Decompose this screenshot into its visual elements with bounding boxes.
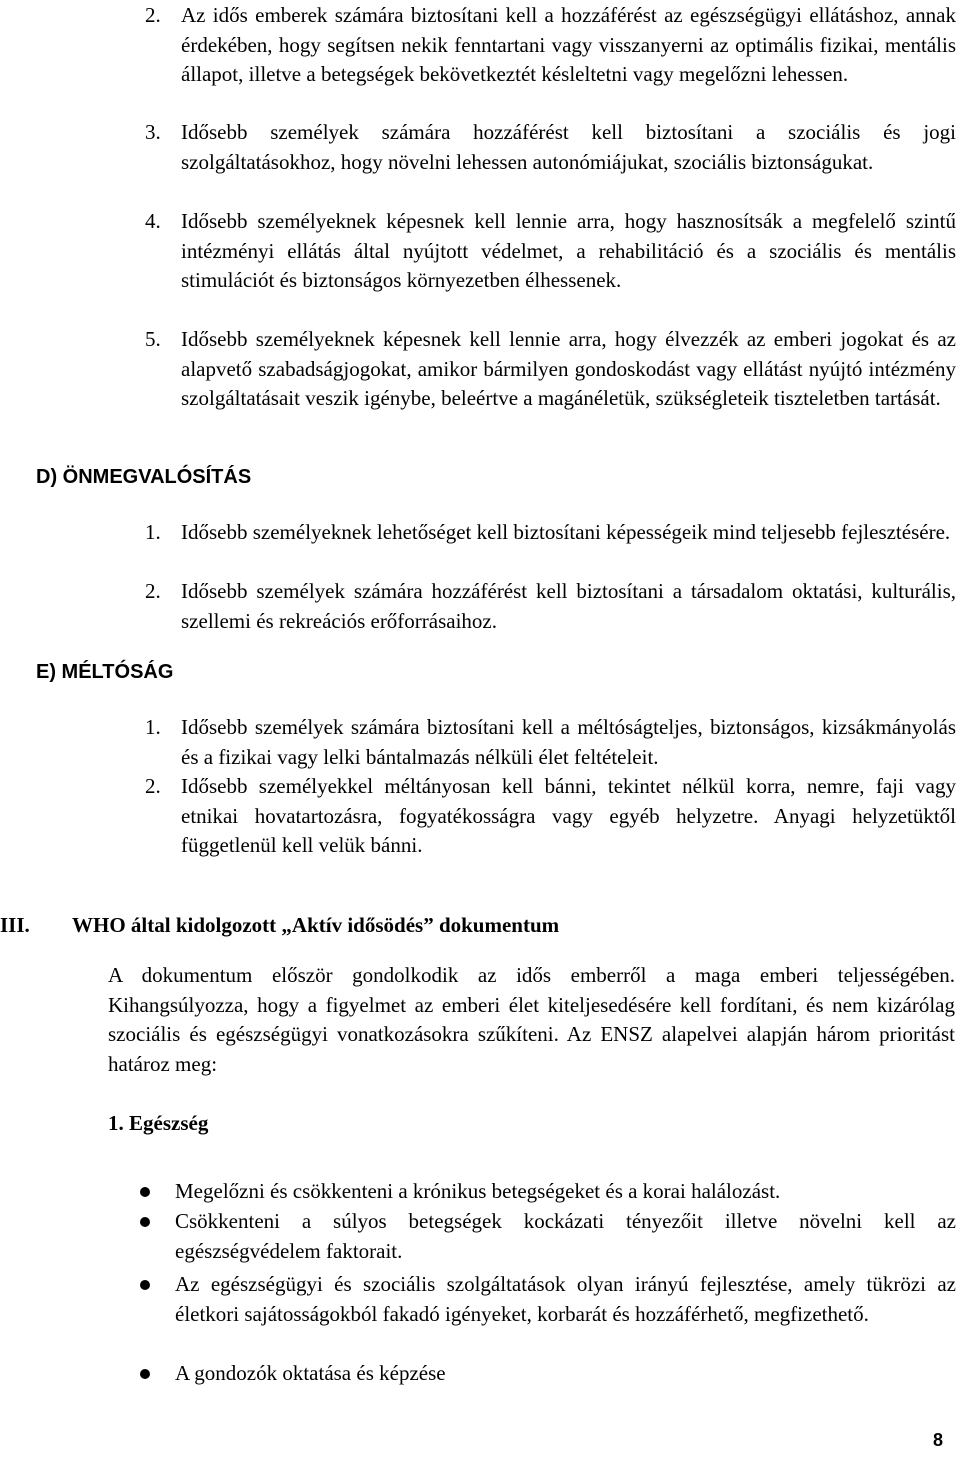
list-item xyxy=(145,207,956,296)
list-item-number: 2. xyxy=(145,3,161,27)
list-item-text: Idősebb személyek számára hozzáférést kell biztosítani a szociális és jogi szolgáltatásokhoz, hogy növelni lehessen autonómiájukat, szociális biztonságukat. xyxy=(181,120,956,174)
bullet-icon xyxy=(140,1369,150,1379)
list-item xyxy=(145,1,956,90)
list-item xyxy=(145,772,956,861)
page-number: 8 xyxy=(933,1430,944,1450)
list-item: Csökkenteni a súlyos betegségek kockázati tényezőit illetve növelni kell az egészségvédelem faktorait. xyxy=(175,1209,956,1263)
list-item-text: Idősebb személyeknek lehetőséget kell biztosítani képességeik mind teljesebb fejlesztésére. xyxy=(181,520,951,544)
chapter-number: III. xyxy=(0,913,30,937)
list-item-number: 4. xyxy=(145,209,161,233)
list-item-number: 2. xyxy=(145,774,161,798)
list-item: Megelőzni és csökkenteni a krónikus betegségeket és a korai halálozást. xyxy=(175,1179,781,1203)
list-item-text: Idősebb személyeknek képesnek kell lennie arra, hogy hasznosítsák a megfelelő szintű intézményi ellátás által nyújtott védelmet, a rehabilitáció és a szociális és mentális stimulációt és biztonságos környezetben élhessenek. xyxy=(181,209,956,292)
paragraph: A dokumentum először gondolkodik az idős emberről a maga emberi teljességében. Kihangsúlyozza, hogy a figyelmet az emberi élet kiteljesedésére kell fordítani, és nem kizárólag szociális és egészségügyi vonatkozásokra szűkíteni. Az ENSZ alapelvei alapján három prioritást határoz meg: xyxy=(108,963,955,1076)
list-item-number: 1. xyxy=(145,520,161,544)
chapter-title: WHO által kidolgozott „Aktív idősödés” dokumentum xyxy=(72,913,560,937)
list-item xyxy=(145,577,956,636)
section-heading-e: E) MÉLTÓSÁG xyxy=(36,661,174,683)
list-item-text: Idősebb személyekkel méltányosan kell bánni, tekintet nélkül korra, nemre, faji vagy etnikai hovatartozásra, fogyatékosságra vagy egyéb helyzetre. Anyagi helyzetüktől függetlenül kell velük bánni. xyxy=(181,774,956,857)
list-item xyxy=(145,518,956,548)
bullet-icon xyxy=(140,1280,150,1290)
subheading: 1. Egészség xyxy=(108,1111,209,1135)
list-item-text: Idősebb személyek számára biztosítani kell a méltóságteljes, biztonságos, kizsákmányolás és a fizikai vagy lelki bántalmazás nélküli élet feltételeit. xyxy=(181,715,956,769)
list-item xyxy=(145,713,956,772)
section-heading-d: D) ÖNMEGVALÓSÍTÁS xyxy=(36,466,252,488)
list-item xyxy=(145,325,956,414)
list-item: A gondozók oktatása és képzése xyxy=(175,1361,446,1385)
list-item-text: Idősebb személyek számára hozzáférést kell biztosítani a társadalom oktatási, kulturális, szellemi és rekreációs erőforrásaihoz. xyxy=(181,579,956,633)
list-item-text: Idősebb személyeknek képesnek kell lennie arra, hogy élvezzék az emberi jogokat és az alapvető szabadságjogokat, amikor bármilyen gondoskodást vagy ellátást nyújtó intézmény szolgáltatásait veszik igénybe, beleértve a magánéletük, szükségleteik tiszteletben tartását. xyxy=(181,327,956,410)
list-item xyxy=(145,118,956,177)
list-item-number: 3. xyxy=(145,120,161,144)
list-item-number: 2. xyxy=(145,579,161,603)
list-item-text: Az idős emberek számára biztosítani kell a hozzáférést az egészségügyi ellátáshoz, annak érdekében, hogy segítsen nekik fenntartani vagy visszanyerni az optimális fizikai, mentális állapot, illetve a betegségek bekövetkeztét késleltetni vagy megelőzni lehessen. xyxy=(181,3,956,86)
bullet-icon xyxy=(140,1217,150,1227)
list-item: Az egészségügyi és szociális szolgáltatások olyan irányú fejlesztése, amely tükrözi az életkori sajátosságokból fakadó igényeket, korbarát és hozzáférhető, megfizethető. xyxy=(175,1272,956,1326)
list-item-number: 5. xyxy=(145,327,161,351)
bullet-icon xyxy=(140,1187,150,1197)
list-item-number: 1. xyxy=(145,715,161,739)
